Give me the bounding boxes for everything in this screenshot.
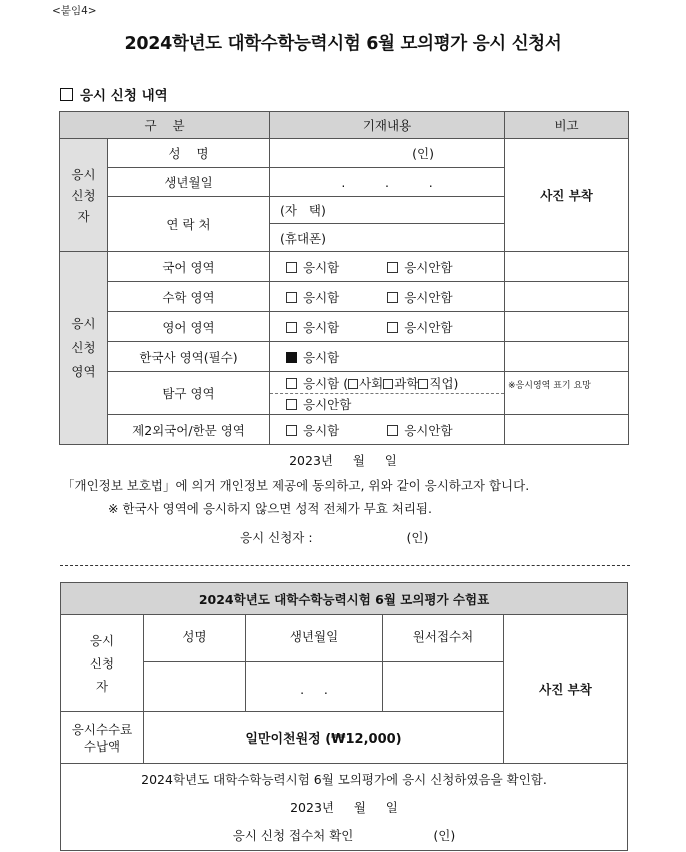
inquiry-options <box>270 372 505 415</box>
application-date: 2023년 월 일 <box>289 453 397 468</box>
ticket-applicant-label: 응시 신청자 <box>61 615 144 712</box>
ticket-photo-area[interactable]: 사진 부착 <box>504 615 628 764</box>
header-remarks: 비고 <box>505 112 629 139</box>
ticket-receipt-label: 응시 신청 접수처 확인 <box>232 828 354 843</box>
birth-label: 생년월일 <box>108 168 270 197</box>
applicant-group-label: 응시 신청자 <box>60 139 108 252</box>
foreign-skip-checkbox[interactable]: 응시안함 <box>387 421 452 439</box>
checkbox-icon <box>348 379 358 389</box>
header-category: 구 분 <box>60 112 270 139</box>
birth-field[interactable]: . . . <box>270 168 505 197</box>
inquiry-vocational-checkbox[interactable]: 직업) <box>418 376 458 391</box>
photo-attach-area[interactable]: 사진 부착 <box>505 139 629 252</box>
cut-line <box>60 565 630 566</box>
subject-foreign: 제2외국어/한문 영역 <box>108 415 270 445</box>
korean-skip-checkbox[interactable]: 응시안함 <box>387 258 452 276</box>
inquiry-take-line <box>270 372 504 394</box>
ticket-birth-header: 생년월일 <box>246 615 383 662</box>
name-label: 성 명 <box>108 139 270 168</box>
mobile-phone-field[interactable]: (휴대폰) <box>270 224 505 252</box>
name-field[interactable]: (인) <box>270 139 505 168</box>
subject-english: 영어 영역 <box>108 312 270 342</box>
english-skip-checkbox[interactable]: 응시안함 <box>387 318 452 336</box>
subject-math: 수학 영역 <box>108 282 270 312</box>
page-title: 2024학년도 대학수학능력시험 6월 모의평가 응시 신청서 <box>124 34 562 54</box>
signer-label: 응시 신청자 : <box>240 530 313 545</box>
english-take-checkbox[interactable]: 응시함 <box>286 318 339 336</box>
application-table <box>59 111 629 445</box>
history-remarks <box>505 342 629 372</box>
foreign-take-checkbox[interactable]: 응시함 <box>286 421 339 439</box>
ticket-name-header: 성명 <box>144 615 246 662</box>
home-phone-field[interactable]: (자 택) <box>270 197 505 224</box>
ticket-title: 2024학년도 대학수학능력시험 6월 모의평가 수험표 <box>61 583 628 615</box>
square-bullet-icon <box>60 88 73 101</box>
korean-remarks <box>505 252 629 282</box>
ticket-birth-field[interactable]: . . <box>246 662 383 712</box>
inquiry-social-checkbox[interactable]: 사회 <box>348 376 383 391</box>
section-heading <box>60 84 168 104</box>
ticket-fee-value: 일만이천원정 (₩12,000) <box>144 712 504 764</box>
subject-korean: 국어 영역 <box>108 252 270 282</box>
ticket-table <box>60 582 628 851</box>
checkbox-icon <box>286 399 297 410</box>
math-options <box>270 282 505 312</box>
checkbox-icon <box>387 322 398 333</box>
english-options <box>270 312 505 342</box>
history-take-checkbox[interactable]: 응시함 <box>286 348 339 366</box>
math-take-checkbox[interactable]: 응시함 <box>286 288 339 306</box>
checkbox-icon <box>418 379 428 389</box>
math-remarks <box>505 282 629 312</box>
checkbox-icon <box>286 262 297 273</box>
korean-options <box>270 252 505 282</box>
ticket-name-field[interactable] <box>144 662 246 712</box>
inquiry-skip-checkbox[interactable]: 응시안함 <box>270 394 504 414</box>
ticket-receipt-line <box>61 822 627 850</box>
checkbox-icon <box>387 292 398 303</box>
ticket-fee-label: 응시수수료 수납액 <box>61 712 144 764</box>
checkbox-icon <box>387 425 398 436</box>
checkbox-icon <box>383 379 393 389</box>
checked-box-icon <box>286 352 297 363</box>
ticket-office-header: 원서접수처 <box>383 615 504 662</box>
section-heading-text: 응시 신청 내역 <box>80 88 168 104</box>
math-skip-checkbox[interactable]: 응시안함 <box>387 288 452 306</box>
checkbox-icon <box>286 425 297 436</box>
checkbox-icon <box>387 262 398 273</box>
history-options <box>270 342 505 372</box>
subject-history: 한국사 영역(필수) <box>108 342 270 372</box>
signer-seal: (인) <box>406 530 429 545</box>
consent-text: 「개인정보 보호법」에 의거 개인정보 제공에 동의하고, 위와 같이 응시하고자 합니다. <box>62 478 530 493</box>
subject-inquiry: 탐구 영역 <box>108 372 270 415</box>
ticket-office-field[interactable] <box>383 662 504 712</box>
ticket-confirm-text: 2024학년도 대학수학능력시험 6월 모의평가에 응시 신청하였음을 확인함. <box>141 772 547 787</box>
inquiry-take-checkbox[interactable]: 응시함 ( <box>286 374 348 392</box>
ticket-date: 2023년 월 일 <box>290 800 398 815</box>
inquiry-science-checkbox[interactable]: 과학 <box>383 376 418 391</box>
contact-label: 연 락 처 <box>108 197 270 252</box>
subject-group-label: 응시 신청 영역 <box>60 252 108 445</box>
checkbox-icon <box>286 378 297 389</box>
ticket-confirmation <box>61 764 628 851</box>
ticket-receipt-seal: (인) <box>433 828 456 843</box>
checkbox-icon <box>286 292 297 303</box>
attachment-label: <붙임4> <box>52 5 97 17</box>
foreign-options <box>270 415 505 445</box>
foreign-remarks <box>505 415 629 445</box>
english-remarks <box>505 312 629 342</box>
signer-line <box>240 528 428 546</box>
header-content: 기재내용 <box>270 112 505 139</box>
inquiry-remarks: ※응시영역 표기 요망 <box>505 372 629 415</box>
warning-text: ※ 한국사 영역에 응시하지 않으면 성적 전체가 무효 처리됨. <box>108 501 432 516</box>
korean-take-checkbox[interactable]: 응시함 <box>286 258 339 276</box>
checkbox-icon <box>286 322 297 333</box>
